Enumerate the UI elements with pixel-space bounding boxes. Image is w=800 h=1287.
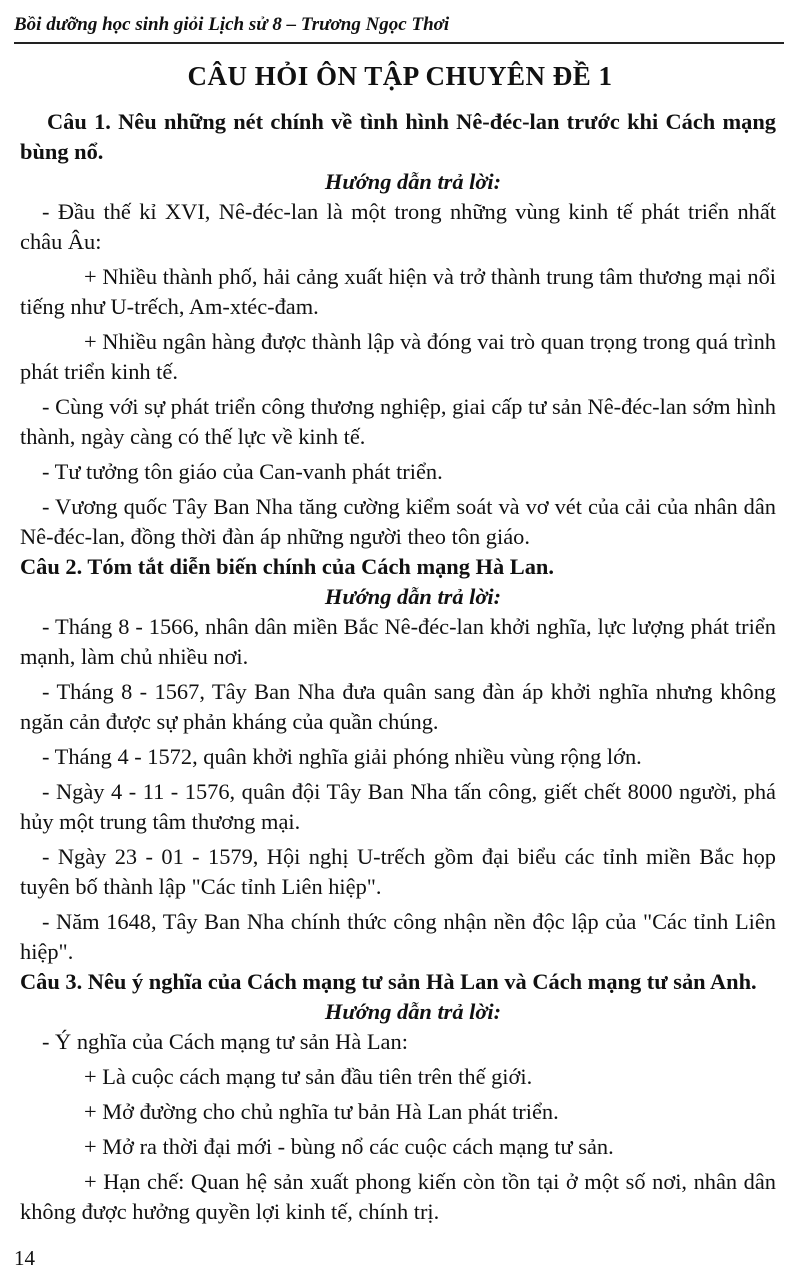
answer-item-dash: - Ngày 4 - 11 - 1576, quân đội Tây Ban Nha tấn công, giết chết 8000 người, phá hủy một trung tâm thương mại. (20, 779, 776, 834)
content-body (20, 107, 776, 1227)
question-3: Câu 3. Nêu ý nghĩa của Cách mạng tư sản Hà Lan và Cách mạng tư sản Anh. (20, 969, 757, 994)
answer-guide-heading: Hướng dẫn trả lời: (324, 584, 502, 609)
answer-item-plus: + Nhiều ngân hàng được thành lập và đóng vai trò quan trọng trong quá trình phát triển kinh tế. (20, 329, 776, 384)
answer-item-dash: - Ngày 23 - 01 - 1579, Hội nghị U-trếch gồm đại biểu các tỉnh miền Bắc họp tuyên bố thành lập "Các tỉnh Liên hiệp". (20, 844, 776, 899)
answer-guide-heading: Hướng dẫn trả lời: (324, 999, 502, 1024)
answer-item-dash: - Năm 1648, Tây Ban Nha chính thức công nhận nền độc lập của "Các tỉnh Liên hiệp". (20, 909, 776, 964)
answer-item-dash: - Tháng 4 - 1572, quân khởi nghĩa giải phóng nhiều vùng rộng lớn. (42, 744, 642, 769)
answer-item-dash: - Ý nghĩa của Cách mạng tư sản Hà Lan: (42, 1029, 408, 1054)
page-title: CÂU HỎI ÔN TẬP CHUYÊN ĐỀ 1 (187, 61, 613, 91)
running-head: Bồi dưỡng học sinh giỏi Lịch sử 8 – Trương Ngọc Thơi (14, 14, 784, 44)
answer-item-dash: - Tư tưởng tôn giáo của Can-vanh phát triển. (42, 459, 443, 484)
page-number: 14 (14, 1246, 35, 1270)
question-1: Câu 1. Nêu những nét chính về tình hình Nê-đéc-lan trước khi Cách mạng bùng nổ. (20, 109, 776, 164)
answer-guide-heading: Hướng dẫn trả lời: (324, 169, 502, 194)
answer-item-dash: - Tháng 8 - 1567, Tây Ban Nha đưa quân sang đàn áp khởi nghĩa nhưng không ngăn cản được sự phản kháng của quần chúng. (20, 679, 776, 734)
answer-item-dash: - Tháng 8 - 1566, nhân dân miền Bắc Nê-đéc-lan khởi nghĩa, lực lượng phát triển mạnh, làm chủ nhiều nơi. (20, 614, 776, 669)
answer-item-plus: + Nhiều thành phố, hải cảng xuất hiện và trở thành trung tâm thương mại nổi tiếng như U-trếch, Am-xtéc-đam. (20, 264, 776, 319)
answer-item-plus: + Mở đường cho chủ nghĩa tư bản Hà Lan phát triển. (84, 1099, 559, 1124)
answer-item-plus: + Là cuộc cách mạng tư sản đầu tiên trên thế giới. (84, 1064, 533, 1089)
answer-item-plus: + Hạn chế: Quan hệ sản xuất phong kiến còn tồn tại ở một số nơi, nhân dân không được hưởng quyền lợi kinh tế, chính trị. (20, 1169, 776, 1224)
question-section-1 (20, 107, 776, 552)
answer-item-dash: - Đầu thế kỉ XVI, Nê-đéc-lan là một trong những vùng kinh tế phát triển nhất châu Âu: (20, 199, 776, 254)
answer-item-plus: + Mở ra thời đại mới - bùng nổ các cuộc cách mạng tư sản. (84, 1134, 614, 1159)
answer-item-dash: - Cùng với sự phát triển công thương nghiệp, giai cấp tư sản Nê-đéc-lan sớm hình thành, ngày càng có thế lực về kinh tế. (20, 394, 776, 449)
question-2: Câu 2. Tóm tắt diễn biến chính của Cách mạng Hà Lan. (20, 554, 554, 579)
question-section-3 (20, 967, 776, 1227)
answer-item-dash: - Vương quốc Tây Ban Nha tăng cường kiểm soát và vơ vét của cải của nhân dân Nê-đéc-lan, đồng thời đàn áp những người theo tôn giáo. (20, 494, 776, 549)
question-section-2 (20, 552, 776, 967)
